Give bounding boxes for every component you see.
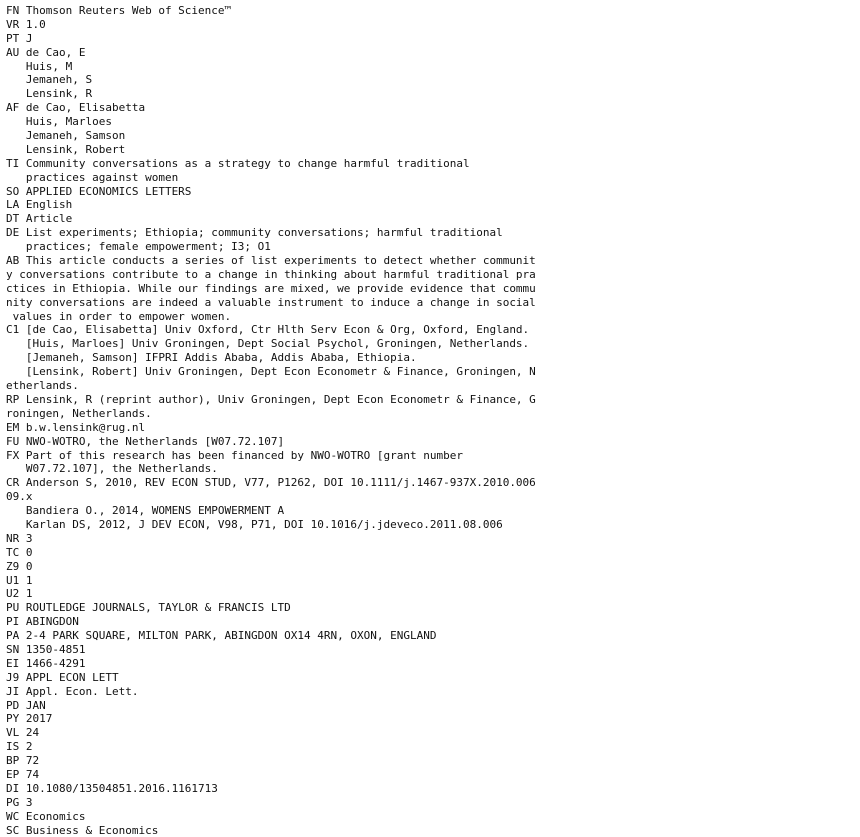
record-line: values in order to empower women. xyxy=(6,309,232,323)
record-line: U1 1 xyxy=(6,573,33,587)
record-line: Z9 0 xyxy=(6,559,33,573)
record-line: EM b.w.lensink@rug.nl xyxy=(6,420,146,434)
record-line: ﻿FN Thomson Reuters Web of Science™ xyxy=(6,4,232,17)
record-line: C1 [de Cao, Elisabetta] Univ Oxford, Ctr Hlth Serv Econ & Org, Oxford, England. xyxy=(6,323,530,337)
record-line: SO APPLIED ECONOMICS LETTERS xyxy=(6,184,192,198)
record-line: [Lensink, Robert] Univ Groningen, Dept Econ Econometr & Finance, Groningen, N xyxy=(6,365,536,379)
record-line: 09.x xyxy=(6,490,33,504)
record-line: y conversations contribute to a change in thinking about harmful traditional pra xyxy=(6,267,536,281)
record-line: EP 74 xyxy=(6,767,40,781)
record-line: AB This article conducts a series of list experiments to detect whether communit xyxy=(6,254,536,268)
record-line: PD JAN xyxy=(6,698,46,712)
record-line: ctices in Ethiopia. While our findings are mixed, we provide evidence that commu xyxy=(6,281,536,295)
record-line: PG 3 xyxy=(6,795,33,809)
record-line: PY 2017 xyxy=(6,712,53,726)
record-line: Jemaneh, S xyxy=(6,73,93,87)
record-line: W07.72.107], the Netherlands. xyxy=(6,462,218,476)
record-line: FX Part of this research has been financed by NWO-WOTRO [grant number xyxy=(6,448,463,462)
record-line: Huis, M xyxy=(6,59,73,73)
record-line: CR Anderson S, 2010, REV ECON STUD, V77, P1262, DOI 10.1111/j.1467-937X.2010.006 xyxy=(6,476,536,490)
record-line: Bandiera O., 2014, WOMENS EMPOWERMENT A xyxy=(6,504,285,518)
record-line: EI 1466-4291 xyxy=(6,656,86,670)
record-line: Lensink, Robert xyxy=(6,142,126,156)
record-line: SN 1350-4851 xyxy=(6,642,86,656)
record-line: LA English xyxy=(6,198,73,212)
record-line: TC 0 xyxy=(6,545,33,559)
record-line: VL 24 xyxy=(6,726,40,740)
record-line: BP 72 xyxy=(6,754,40,768)
record-line: JI Appl. Econ. Lett. xyxy=(6,684,139,698)
record-line: VR 1.0 xyxy=(6,17,46,31)
record-line: WC Economics xyxy=(6,809,86,823)
record-line: Jemaneh, Samson xyxy=(6,129,126,143)
record-line: AU de Cao, E xyxy=(6,45,86,59)
record-line: PU ROUTLEDGE JOURNALS, TAYLOR & FRANCIS LTD xyxy=(6,601,291,615)
record-line: [Huis, Marloes] Univ Groningen, Dept Social Psychol, Groningen, Netherlands. xyxy=(6,337,530,351)
record-line: etherlands. xyxy=(6,379,79,393)
record-line: [Jemaneh, Samson] IFPRI Addis Ababa, Addis Ababa, Ethiopia. xyxy=(6,351,417,365)
record-line: NR 3 xyxy=(6,531,33,545)
record-line: DI 10.1080/13504851.2016.1161713 xyxy=(6,781,218,795)
record-line: practices against women xyxy=(6,170,179,184)
record-line: Karlan DS, 2012, J DEV ECON, V98, P71, DOI 10.1016/j.jdeveco.2011.08.006 xyxy=(6,517,503,531)
record-line: IS 2 xyxy=(6,740,33,754)
record-line: Huis, Marloes xyxy=(6,115,112,129)
record-line: nity conversations are indeed a valuable instrument to induce a change in social xyxy=(6,295,536,309)
record-line: DE List experiments; Ethiopia; community conversations; harmful traditional xyxy=(6,226,503,240)
record-line: DT Article xyxy=(6,212,73,226)
record-line: roningen, Netherlands. xyxy=(6,406,152,420)
record-line: TI Community conversations as a strategy to change harmful traditional xyxy=(6,156,470,170)
record-line: AF de Cao, Elisabetta xyxy=(6,101,146,115)
record-line: J9 APPL ECON LETT xyxy=(6,670,119,684)
record-line: RP Lensink, R (reprint author), Univ Groningen, Dept Econ Econometr & Finance, G xyxy=(6,392,536,406)
record-line: U2 1 xyxy=(6,587,33,601)
record-line: Lensink, R xyxy=(6,87,93,101)
record-line: SC Business & Economics xyxy=(6,823,159,837)
record-line: PT J xyxy=(6,31,33,45)
record-line: practices; female empowerment; I3; O1 xyxy=(6,240,271,254)
record-line: PA 2-4 PARK SQUARE, MILTON PARK, ABINGDON OX14 4RN, OXON, ENGLAND xyxy=(6,629,437,643)
record-line: PI ABINGDON xyxy=(6,615,79,629)
record-line: FU NWO-WOTRO, the Netherlands [W07.72.107] xyxy=(6,434,285,448)
